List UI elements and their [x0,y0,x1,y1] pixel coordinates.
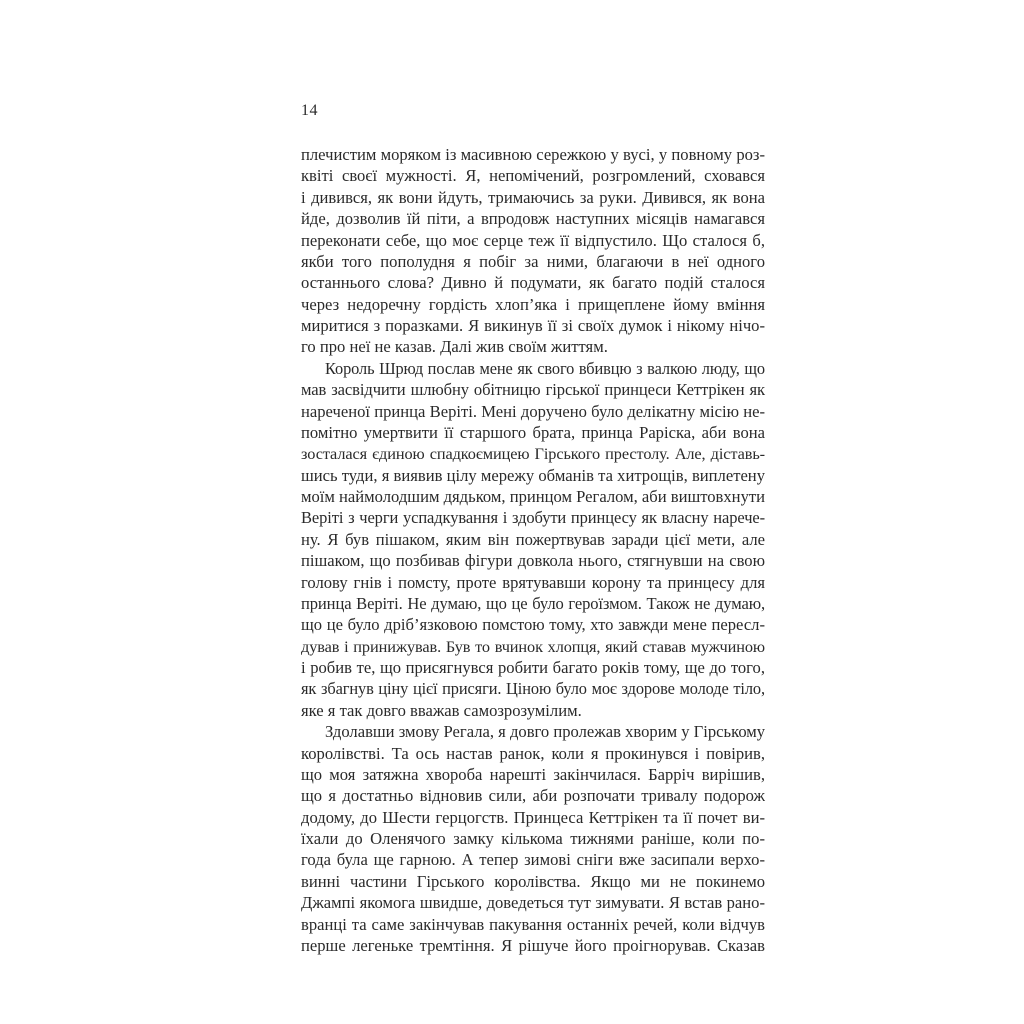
text-line: перше легеньке тремтіння. Я рішуче його проігнорував. Сказав [301,935,765,955]
text-line: дував і принижував. Був то вчинок хлопця, який ставав мужчиною [301,636,765,656]
text-line: моїм наймолодшим дядьком, принцом Регалом, аби виштовхнути [301,487,765,506]
text-line: через недоречну гордість хлоп’яка і прищеплене йому вміння [301,294,765,314]
text-line: що це було дріб’язковою помстою тому, хто завжди мене пересл- [301,615,765,635]
text-line: і дивився, як вони йдуть, тримаючись за руки. Дивився, як вона [301,187,765,207]
text-line: принца Веріті. Не думаю, що це було героїзмом. Також не думаю, [301,593,765,613]
text-line: квіті своєї мужності. Я, непомічений, розгромлений, сховався [301,166,765,186]
text-line: додому, до Шести герцогств. Принцеса Кеттрікен та її почет ви- [301,807,765,827]
text-line: го про неї не казав. Далі жив своїм життям. [301,337,608,357]
text-line: що моя затяжна хвороба нарешті закінчилася. Барріч вирішив, [301,764,765,784]
text-line: Веріті з черги успадкування і здобути принцесу як власну нарече- [301,508,765,528]
text-line: їхали до Оленячого замку кількома тижнями раніше, коли по- [301,829,765,848]
page-number: 14 [301,102,318,119]
text-line: вранці та саме закінчував пакування останніх речей, коли відчув [301,914,765,934]
text-line: миритися з поразками. Я викинув її зі своїх думок і нікому нічо- [301,316,765,335]
text-line: голову гнів і помсту, проте врятувавши корону та принцесу для [301,572,765,592]
text-line: Король Шрюд послав мене як свого вбивцю з валкою люду, що [325,358,765,378]
text-line: яке я так довго вважав самозрозумілим. [301,700,582,720]
text-line: шись туди, я виявив цілу мережу обманів та хитрощів, виплетену [301,465,765,485]
text-line: якби того пополудня я побіг за ними, благаючи в неї одного [301,251,765,271]
text-line: йде, дозволив їй піти, а впродовж наступних місяців намагався [301,209,765,229]
text-line: переконати себе, що моє серце теж її відпустило. Що сталося б, [301,230,765,250]
body-text [301,144,765,956]
text-line: плечистим моряком із масивною сережкою у вусі, у повному роз- [301,145,765,164]
text-line: Джампі якомога швидше, доведеться тут зимувати. Я встав рано- [301,893,765,913]
text-line: года була ще гарною. А тепер зимові сніги вже засипали верхо- [301,850,765,870]
text-line: як збагнув ціну цієї присяги. Ціною було моє здорове молоде тіло, [301,679,765,699]
text-line: мав засвідчити шлюбну обітницю гірської принцеси Кеттрікен як [301,380,765,400]
text-line: що я достатньо відновив сили, аби розпочати тривалу подорож [301,786,765,806]
text-line: зосталася єдиною спадкоємицею Гірського престолу. Але, діставь- [301,444,765,464]
text-line: винні частини Гірського королівства. Якщо ми не покинемо [301,871,765,891]
text-line: останнього слова? Дивно й подумати, як багато подій сталося [301,273,765,293]
text-line: пішаком, що позбивав фігури довкола нього, стягнувши на свою [301,551,765,571]
text-line: ну. Я був пішаком, яким він пожертвував заради цієї мети, але [301,529,765,549]
text-line: помітно умертвити її старшого брата, принца Раріска, аби вона [301,422,765,442]
text-line: і робив те, що присягнувся робити багато років тому, ще до того, [301,658,765,677]
text-line: Здолавши змову Регала, я довго пролежав хворим у Гірському [325,722,766,742]
text-line: королівстві. Та ось настав ранок, коли я прокинувся і повірив, [301,743,765,763]
text-line: нареченої принца Веріті. Мені доручено було делікатну місію не- [301,401,765,421]
